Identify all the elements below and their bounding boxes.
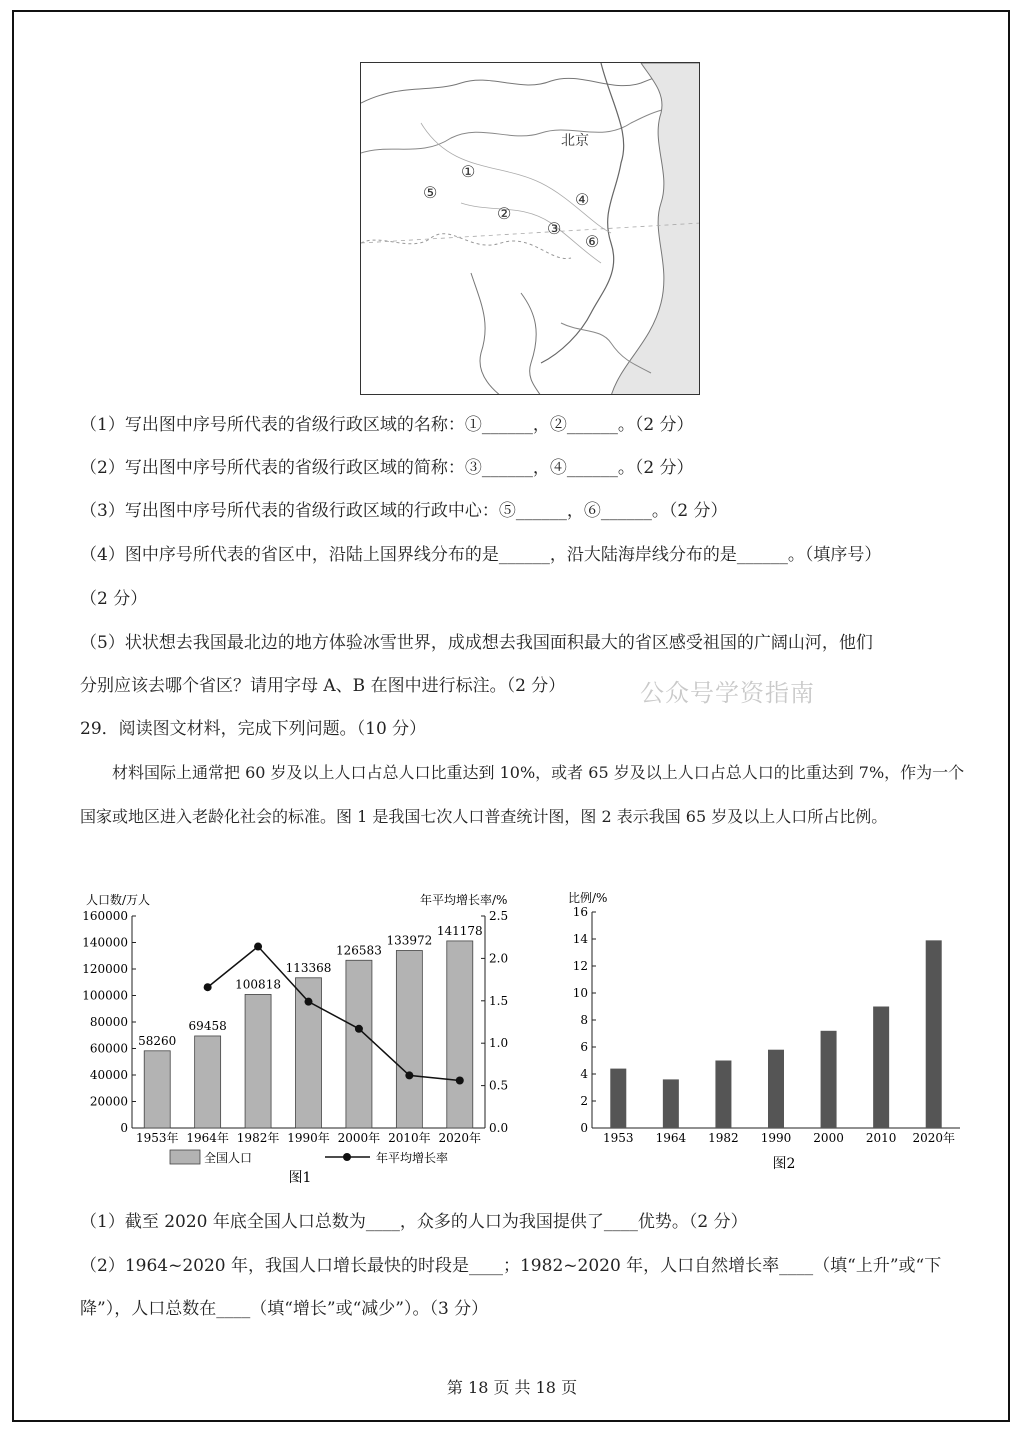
chart2-ytick-label: 4 (580, 1067, 588, 1081)
q28-line-6: （5）状状想去我国最北边的地方体验冰雪世界，成成想去我国面积最大的省区感受祖国的广阔山河，他们 (80, 633, 873, 653)
figure-2-chart (560, 888, 990, 1193)
chart2-bar (610, 1069, 626, 1128)
chart1-data-label: 113368 (285, 960, 332, 975)
chart1-ytick-label: 60000 (89, 1041, 128, 1056)
chart1-bar (195, 1036, 221, 1128)
chart2-bar (821, 1031, 837, 1128)
chart1-ytick-label: 20000 (89, 1094, 128, 1109)
chart2-x-label: 1953 (603, 1131, 634, 1145)
chart2-bar (926, 940, 942, 1128)
q28-line-1: （1）写出图中序号所代表的省级行政区域的名称：①______，②______。（2 分） (80, 415, 694, 435)
chart1-bar (396, 950, 422, 1128)
chart2-ytick-label: 8 (580, 1013, 588, 1027)
q29-line-3: 降”），人口总数在____（填“增长”或“减少”）。（3 分） (80, 1299, 489, 1319)
chart1-x-label: 1953年 (135, 1131, 179, 1145)
figure-1-chart (70, 888, 550, 1193)
chart1-data-label: 69458 (188, 1018, 227, 1033)
chart1-bar (447, 941, 473, 1128)
chart1-bar (245, 994, 271, 1128)
page-footer: 第 18 页 共 18 页 (446, 1378, 578, 1397)
map-marker-5: ⑤ (423, 183, 438, 202)
chart1-legend-line-label: 年平均增长率 (376, 1151, 449, 1165)
chart2-x-label: 2020年 (912, 1131, 955, 1145)
chart1-data-label: 58260 (138, 1033, 177, 1048)
chart2-bar (715, 1061, 731, 1129)
watermark: 公众号学资指南 (640, 679, 815, 707)
q29-line-2: （2）1964~2020 年，我国人口增长最快的时段是____；1982~2020 年，人口自然增长率____（填“上升”或“下 (80, 1256, 942, 1276)
q29-title: 29．阅读图文材料，完成下列问题。（10 分） (80, 719, 427, 739)
chart1-legend-bar-label: 全国人口 (204, 1151, 253, 1165)
chart2-x-label: 1982 (708, 1131, 739, 1145)
chart1-y2label: 年平均增长率/% (420, 893, 508, 907)
chart1-title: 图1 (288, 1170, 312, 1186)
chart2-x-label: 1990 (760, 1131, 792, 1145)
chart1-ytick-label: 0 (120, 1121, 128, 1135)
chart1-y2tick-label: 0.0 (489, 1121, 509, 1135)
chart2-ytick-label: 6 (580, 1040, 588, 1054)
chart2-title: 图2 (772, 1156, 796, 1172)
chart1-data-label: 100818 (235, 977, 281, 992)
map-marker-6: ⑥ (585, 232, 600, 251)
q29-material: 材料国际上通常把 60 岁及以上人口占总人口比重达到 10%，或者 65 岁及以上人口占总人口的比重达到 7%，作为一个国家或地区进入老龄化社会的标准。图 1 是我国七次人口普查统计图，图 2 表示我国 65 岁及以上人口所占比例。 (80, 763, 965, 826)
chart1-legend-bar-swatch (170, 1150, 200, 1164)
chart2-ytick-label: 12 (572, 959, 588, 973)
chart1-x-label: 2010年 (388, 1131, 431, 1145)
map-drawing (361, 63, 700, 395)
chart1-y2tick-label: 1.0 (489, 1036, 509, 1051)
china-map-figure (360, 62, 700, 395)
chart2-x-label: 2000 (813, 1131, 844, 1145)
chart2-ytick-label: 2 (580, 1094, 588, 1108)
chart2-ytick-label: 14 (572, 932, 588, 946)
map-marker-1: ① (461, 162, 476, 181)
chart2-ylabel: 比例/% (568, 891, 608, 905)
chart2-bar (768, 1050, 784, 1128)
chart2-ytick-label: 10 (572, 986, 588, 1000)
chart1-growth-point (254, 943, 262, 951)
chart1-ytick-label: 140000 (82, 935, 128, 950)
chart1-ytick-label: 40000 (89, 1068, 128, 1082)
chart1-data-label: 133972 (386, 933, 433, 948)
chart1-bar (144, 1051, 170, 1128)
chart2-ytick-label: 16 (572, 905, 588, 919)
chart1-growth-point (355, 1025, 363, 1033)
map-marker-4: ④ (575, 190, 590, 209)
chart1-ytick-label: 160000 (82, 909, 128, 923)
chart2-x-label: 1964 (655, 1131, 687, 1145)
map-city-label: 北京 (561, 133, 589, 149)
chart1-ylabel: 人口数/万人 (86, 893, 151, 907)
chart1-growth-point (405, 1071, 413, 1079)
chart1-x-label: 1964年 (186, 1131, 229, 1145)
chart1-x-label: 1990年 (287, 1131, 330, 1145)
q28-line-7: 分别应该去哪个省区？请用字母 A、B 在图中进行标注。（2 分） (80, 676, 566, 696)
chart1-y2tick-label: 1.5 (489, 993, 509, 1008)
chart2-x-label: 2010 (865, 1131, 897, 1145)
chart2-ytick-label: 0 (580, 1121, 588, 1135)
chart1-ytick-label: 100000 (82, 988, 128, 1003)
chart1-growth-point (204, 983, 212, 991)
chart1-growth-point (456, 1077, 464, 1085)
chart1-data-label: 141178 (436, 923, 483, 938)
chart1-x-label: 1982年 (236, 1131, 280, 1145)
chart1-data-label: 126583 (336, 943, 382, 958)
q28-line-5: （2 分） (80, 589, 148, 609)
q28-line-2: （2）写出图中序号所代表的省级行政区域的简称：③______，④______。（2 分） (80, 458, 694, 478)
chart1-ytick-label: 120000 (82, 962, 128, 976)
chart1-ytick-label: 80000 (89, 1015, 128, 1029)
chart1-legend-line-marker (343, 1153, 351, 1161)
map-marker-3: ③ (547, 219, 562, 238)
chart1-y2tick-label: 2.5 (489, 909, 509, 923)
chart1-y2tick-label: 0.5 (489, 1078, 509, 1093)
q29-line-1: （1）截至 2020 年底全国人口总数为____，众多的人口为我国提供了____优势。（2 分） (80, 1212, 748, 1232)
chart1-x-label: 2000年 (337, 1131, 381, 1145)
chart1-bar (346, 960, 372, 1128)
map-marker-2: ② (497, 204, 512, 223)
q28-line-3: （3）写出图中序号所代表的省级行政区域的行政中心：⑤______，⑥______。（2 分） (80, 501, 728, 521)
chart1-growth-point (305, 998, 313, 1006)
chart1-y2tick-label: 2.0 (489, 951, 509, 966)
chart2-bar (873, 1007, 889, 1129)
chart2-bar (663, 1079, 679, 1128)
q28-line-4: （4）图中序号所代表的省区中，沿陆上国界线分布的是______，沿大陆海岸线分布的是______。（填序号） (80, 545, 882, 565)
chart1-x-label: 2020年 (438, 1131, 482, 1145)
